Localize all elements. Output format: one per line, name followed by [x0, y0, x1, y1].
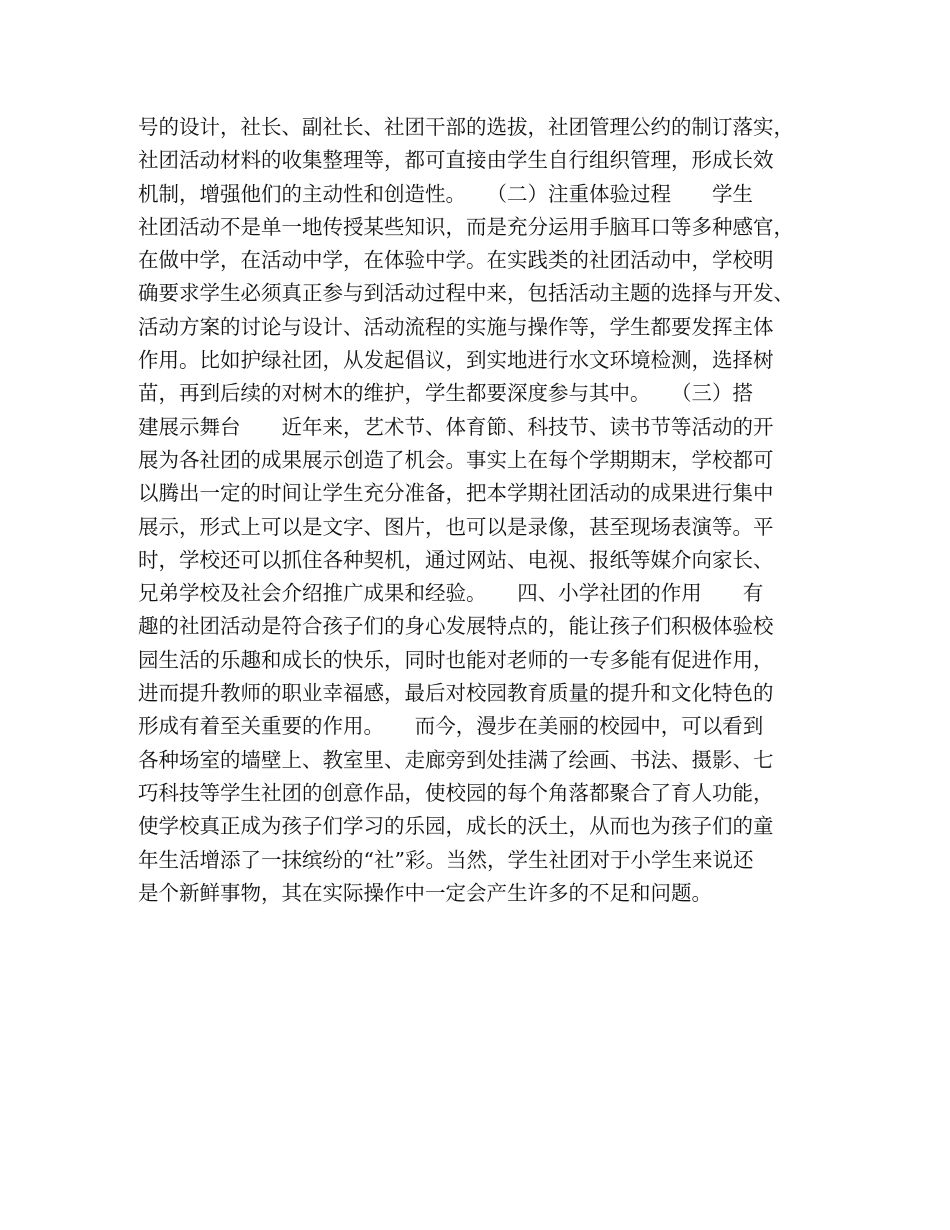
text-line: 苗，再到后续的对树木的维护，学生都要深度参与其中。 （三）搭: [138, 381, 753, 406]
text-line: 社团活动不是单一地传授某些知识，而是充分运用手脑耳口等多种感官，: [138, 214, 794, 239]
text-line: 作用。比如护绿社团，从发起倡议，到实地进行水文环境检测，选择树: [138, 348, 774, 373]
text-line: 园生活的乐趣和成长的快乐，同时也能对老师的一专多能有促进作用，: [138, 647, 774, 672]
text-line: 形成有着至关重要的作用。 而今，漫步在美丽的校园中，可以看到: [138, 714, 764, 739]
text-line: 活动方案的讨论与设计、活动流程的实施与操作等，学生都要发挥主体: [138, 314, 774, 339]
text-line: 展示，形式上可以是文字、图片，也可以是录像，甚至现场表演等。平: [138, 514, 774, 539]
text-line: 趣的社团活动是符合孩子们的身心发展特点的，能让孩子们积极体验校: [138, 614, 774, 639]
text-line: 兄弟学校及社会介绍推广成果和经验。 四、小学社团的作用 有: [138, 581, 764, 606]
text-line: 使学校真正成为孩子们学习的乐园，成长的沃土，从而也为孩子们的童: [138, 814, 774, 839]
text-line: 是个新鲜事物，其在实际操作中一定会产生许多的不足和问题。: [138, 880, 712, 905]
text-line: 巧科技等学生社团的创意作品，使校园的每个角落都聚合了育人功能，: [138, 780, 774, 805]
text-line: 建展示舞台 近年来，艺术节、体育節、科技节、读书节等活动的开: [138, 414, 774, 439]
text-line: 确要求学生必须真正参与到活动过程中来，包括活动主题的选择与开发、: [138, 281, 794, 306]
text-line: 进而提升教师的职业幸福感，最后对校园教育质量的提升和文化特色的: [138, 681, 774, 706]
text-line: 号的设计，社长、副社长、社团干部的选拔，社团管理公约的制订落实，: [138, 115, 794, 139]
body-text: [138, 111, 838, 910]
text-line: 年生活增添了一抹缤纷的“社”彩。当然，学生社团对于小学生来说还: [138, 847, 754, 872]
text-line: 展为各社团的成果展示创造了机会。事实上在每个学期期末，学校都可: [138, 447, 774, 472]
text-line: 机制，增强他们的主动性和创造性。 （二）注重体验过程 学生: [138, 181, 753, 206]
text-line: 在做中学，在活动中学，在体验中学。在实践类的社团活动中，学校明: [138, 248, 774, 273]
text-line: 时，学校还可以抓住各种契机，通过网站、电视、报纸等媒介向家长、: [138, 547, 774, 572]
text-line: 各种场室的墙壁上、教室里、走廊旁到处挂满了绘画、书法、摄影、七: [138, 747, 774, 772]
text-line: 以腾出一定的时间让学生充分准备，把本学期社团活动的成果进行集中: [138, 481, 774, 506]
text-line: 社团活动材料的收集整理等，都可直接由学生自行组织管理，形成长效: [138, 148, 774, 173]
